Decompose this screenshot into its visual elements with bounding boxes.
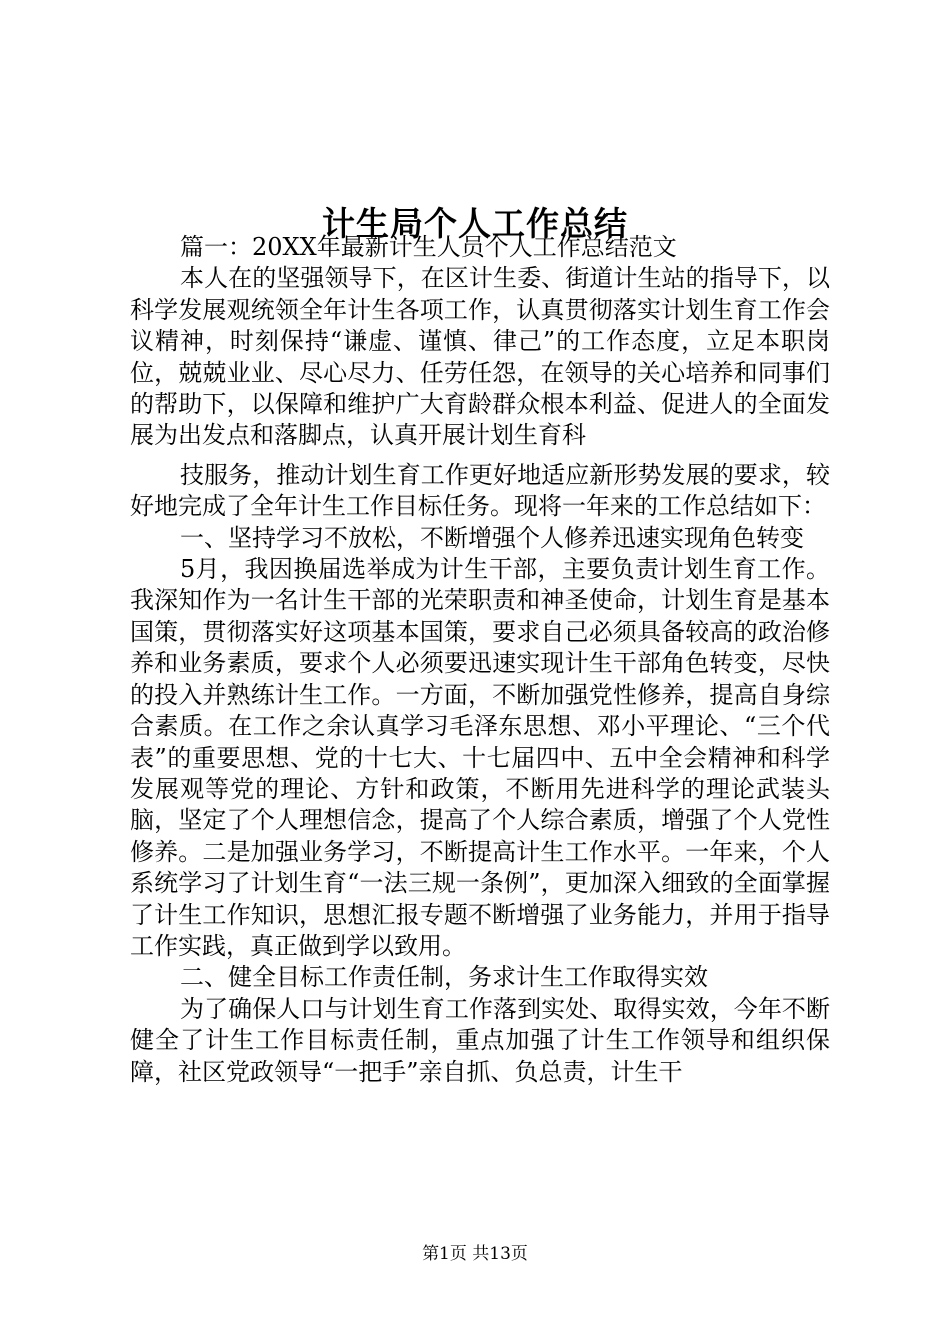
section-heading-2: 二、健全目标工作责任制，务求计生工作取得实效 — [180, 963, 708, 992]
paragraph-section-1: 5月，我因换届选举成为计生干部，主要负责计划生育工作。我深知作为一名计生干部的光荣职责和神圣使命，计划生育是基本国策，贯彻落实好这项基本国策，要求自己必须具备较高的政治修养和业务素质，要求个人必须要迅速实现计生干部角色转变，尽快的投入并熟练计生工作。一方面，不断加强党性修养，提高自身综合素质。在工作之余认真学习毛泽东思想、邓小平理论、“三个代表”的重要思想、党的十七大、十七届四中、五中全会精神和科学发展观等党的理论、方针和政策，不断用先进科学的理论武装头脑，坚定了个人理想信念，提高了个人综合素质，增强了个人党性修养。二是加强业务学习，不断提高计生工作水平。一年来，个人系统学习了计划生育“一法三规一条例”，更加深入细致的全面掌握了计生工作知识，思想汇报专题不断增强了业务能力，并用于指导工作实践，真正做到学以致用。 — [130, 555, 830, 960]
document-title: 计生局个人工作总结 — [322, 204, 628, 244]
paragraph-intro: 本人在的坚强领导下，在区计生委、街道计生站的指导下，以科学发展观统领全年计生各项工作，认真贯彻落实计划生育工作会议精神，时刻保持“谦虚、谨慎、律己”的工作态度，立足本职岗位，兢兢业业、尽心尽力、任劳任怨，在领导的关心培养和同事们的帮助下，以保障和维护广大育龄群众根本利益、促进人的全面发展为出发点和落脚点，认真开展计划生育科 — [130, 264, 830, 450]
page-number-footer: 第1页 共13页 — [422, 1244, 528, 1264]
paragraph-subtitle: 篇一：20XX年最新计生人员个人工作总结范文 — [180, 233, 677, 261]
paragraph-intro-continued: 技服务，推动计划生育工作更好地适应新形势发展的要求，较好地完成了全年计生工作目标任务。现将一年来的工作总结如下： — [130, 460, 830, 521]
document-body — [130, 232, 830, 1088]
paragraph-section-2: 为了确保人口与计划生育工作落到实处、取得实效，今年不断健全了计生工作目标责任制，重点加强了计生工作领导和组织保障，社区党政领导“一把手”亲自抓、负总责，计生干 — [130, 994, 830, 1086]
section-heading-1: 一、坚持学习不放松，不断增强个人修养迅速实现角色转变 — [180, 523, 804, 552]
